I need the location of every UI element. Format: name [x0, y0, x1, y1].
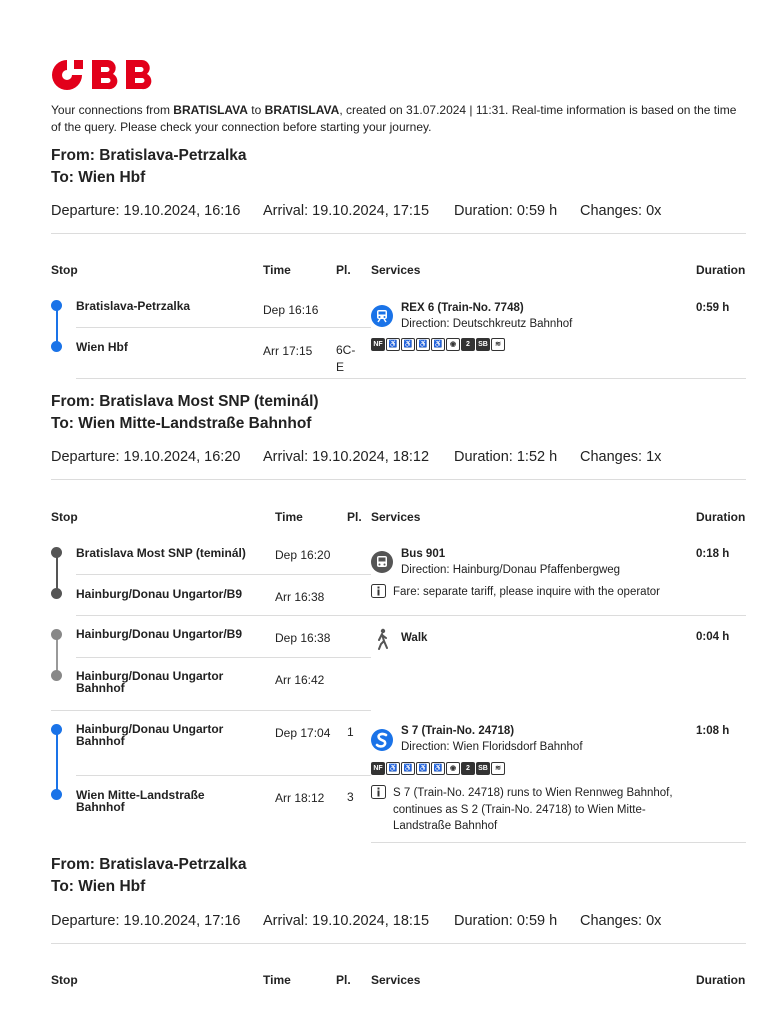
stop-time: Dep 17:04 [275, 726, 331, 740]
stop-dot [51, 724, 62, 735]
service-name: Bus 901 [401, 548, 446, 560]
stop-name: Wien Mitte-Landstraße Bahnhof [76, 788, 205, 814]
wheelchair-icon: ♿ [431, 762, 445, 775]
connection-2-header [51, 391, 319, 435]
stop-name: Hainburg/Donau Ungartor/B9 [76, 587, 243, 601]
leg-duration: 0:18 h [696, 548, 730, 560]
duration-info: Duration: 0:59 h [454, 203, 558, 219]
leg-duration: 0:04 h [696, 631, 730, 643]
wheelchair-icon: ♿ [416, 762, 430, 775]
second-class-icon: 2 [461, 338, 475, 351]
sb-icon: SB [476, 338, 490, 351]
departure-info: Departure: 19.10.2024, 16:20 [51, 449, 241, 465]
from-label: From: Bratislava-Petrzalka [51, 856, 247, 873]
bike-icon: ◉ [446, 762, 460, 775]
from-label: From: Bratislava Most SNP (teminál) [51, 393, 319, 410]
service-direction: Direction: Hainburg/Donau Pfaffenbergweg [401, 564, 621, 576]
platform: 6C-E [336, 343, 356, 374]
service-direction: Direction: Wien Floridsdorf Bahnhof [401, 741, 583, 753]
second-class-icon: 2 [461, 762, 475, 775]
fare-note: Fare: separate tariff, please inquire with the operator [393, 586, 660, 598]
service-note: S 7 (Train-No. 24718) runs to Wien Rennweg Bahnhof, continues as S 2 (Train-No. 24718) to Wien Mitte-Landstraße Bahnhof [393, 787, 673, 832]
walk-icon [373, 628, 391, 655]
amenity-icon: NF [371, 338, 385, 351]
stop-dot [51, 670, 62, 681]
arrival-info: Arrival: 19.10.2024, 18:15 [263, 913, 430, 929]
stop-time: Dep 16:16 [263, 303, 319, 317]
obb-logo [50, 56, 168, 99]
divider [51, 479, 746, 480]
stop-time: Arr 17:15 [263, 344, 313, 358]
stop-time: Arr 18:12 [275, 791, 325, 805]
from-label: From: Bratislava-Petrzalka [51, 147, 247, 164]
arrival-info: Arrival: 19.10.2024, 18:12 [263, 449, 430, 465]
wheelchair-icon: ♿ [401, 762, 415, 775]
sbahn-icon [371, 729, 393, 756]
stop-name: Hainburg/Donau Ungartor Bahnhof [76, 669, 224, 695]
duration-info: Duration: 0:59 h [454, 913, 558, 929]
stop-dot [51, 588, 62, 599]
wheelchair-icon: ♿ [401, 338, 415, 351]
platform: 1 [347, 725, 354, 739]
to-label: To: Wien Hbf [51, 169, 146, 186]
divider [51, 233, 746, 234]
leg-duration: 1:08 h [696, 725, 730, 737]
duration-info: Duration: 1:52 h [454, 449, 558, 465]
stop-name: Wien Hbf [76, 340, 128, 354]
divider [51, 943, 746, 944]
bike-icon: ◉ [446, 338, 460, 351]
stop-time: Dep 16:38 [275, 631, 331, 645]
connection-1-header [51, 145, 247, 189]
stop-time: Arr 16:42 [275, 673, 325, 687]
stop-name: Hainburg/Donau Ungartor Bahnhof [76, 722, 224, 748]
leg-duration: 0:59 h [696, 302, 730, 314]
wheelchair-icon: ♿ [386, 762, 400, 775]
stop-name: Hainburg/Donau Ungartor/B9 [76, 627, 243, 641]
stop-dot [51, 341, 62, 352]
train-icon [371, 305, 393, 332]
to-label: To: Wien Hbf [51, 878, 146, 895]
service-name: S 7 (Train-No. 24718) [401, 725, 515, 737]
platform: 3 [347, 790, 354, 804]
info-icon [371, 785, 386, 804]
departure-info: Departure: 19.10.2024, 17:16 [51, 913, 241, 929]
connection-3-header [51, 854, 247, 898]
route-line [56, 734, 58, 794]
amenity-icons [371, 338, 505, 351]
stop-dot [51, 547, 62, 558]
service-direction: Direction: Deutschkreutz Bahnhof [401, 318, 573, 330]
wifi-icon: ≋ [491, 762, 505, 775]
sb-icon: SB [476, 762, 490, 775]
wheelchair-icon: ♿ [386, 338, 400, 351]
stop-time: Dep 16:20 [275, 548, 331, 562]
changes-info: Changes: 1x [580, 449, 662, 465]
stop-dot [51, 629, 62, 640]
stop-dot [51, 789, 62, 800]
wheelchair-icon: ♿ [416, 338, 430, 351]
amenity-icon: NF [371, 762, 385, 775]
bus-icon [371, 551, 393, 578]
wifi-icon: ≋ [491, 338, 505, 351]
amenity-icons [371, 762, 505, 775]
wheelchair-icon: ♿ [431, 338, 445, 351]
service-name: REX 6 (Train-No. 7748) [401, 302, 524, 314]
stop-name: Bratislava Most SNP (teminál) [76, 546, 246, 560]
stop-dot [51, 300, 62, 311]
departure-info: Departure: 19.10.2024, 16:16 [51, 203, 241, 219]
intro-text: Your connections from BRATISLAVA to BRATISLAVA, created on 31.07.2024 | 11:31. Real-time information is based on the time of the query. Please check your connection before starting your journey. [51, 103, 737, 134]
arrival-info: Arrival: 19.10.2024, 17:15 [263, 203, 430, 219]
changes-info: Changes: 0x [580, 913, 662, 929]
stop-name: Bratislava-Petrzalka [76, 299, 191, 313]
info-icon [371, 584, 386, 603]
to-label: To: Wien Mitte-Landstraße Bahnhof [51, 415, 312, 432]
changes-info: Changes: 0x [580, 203, 662, 219]
stop-time: Arr 16:38 [275, 590, 325, 604]
service-name: Walk [401, 632, 428, 644]
